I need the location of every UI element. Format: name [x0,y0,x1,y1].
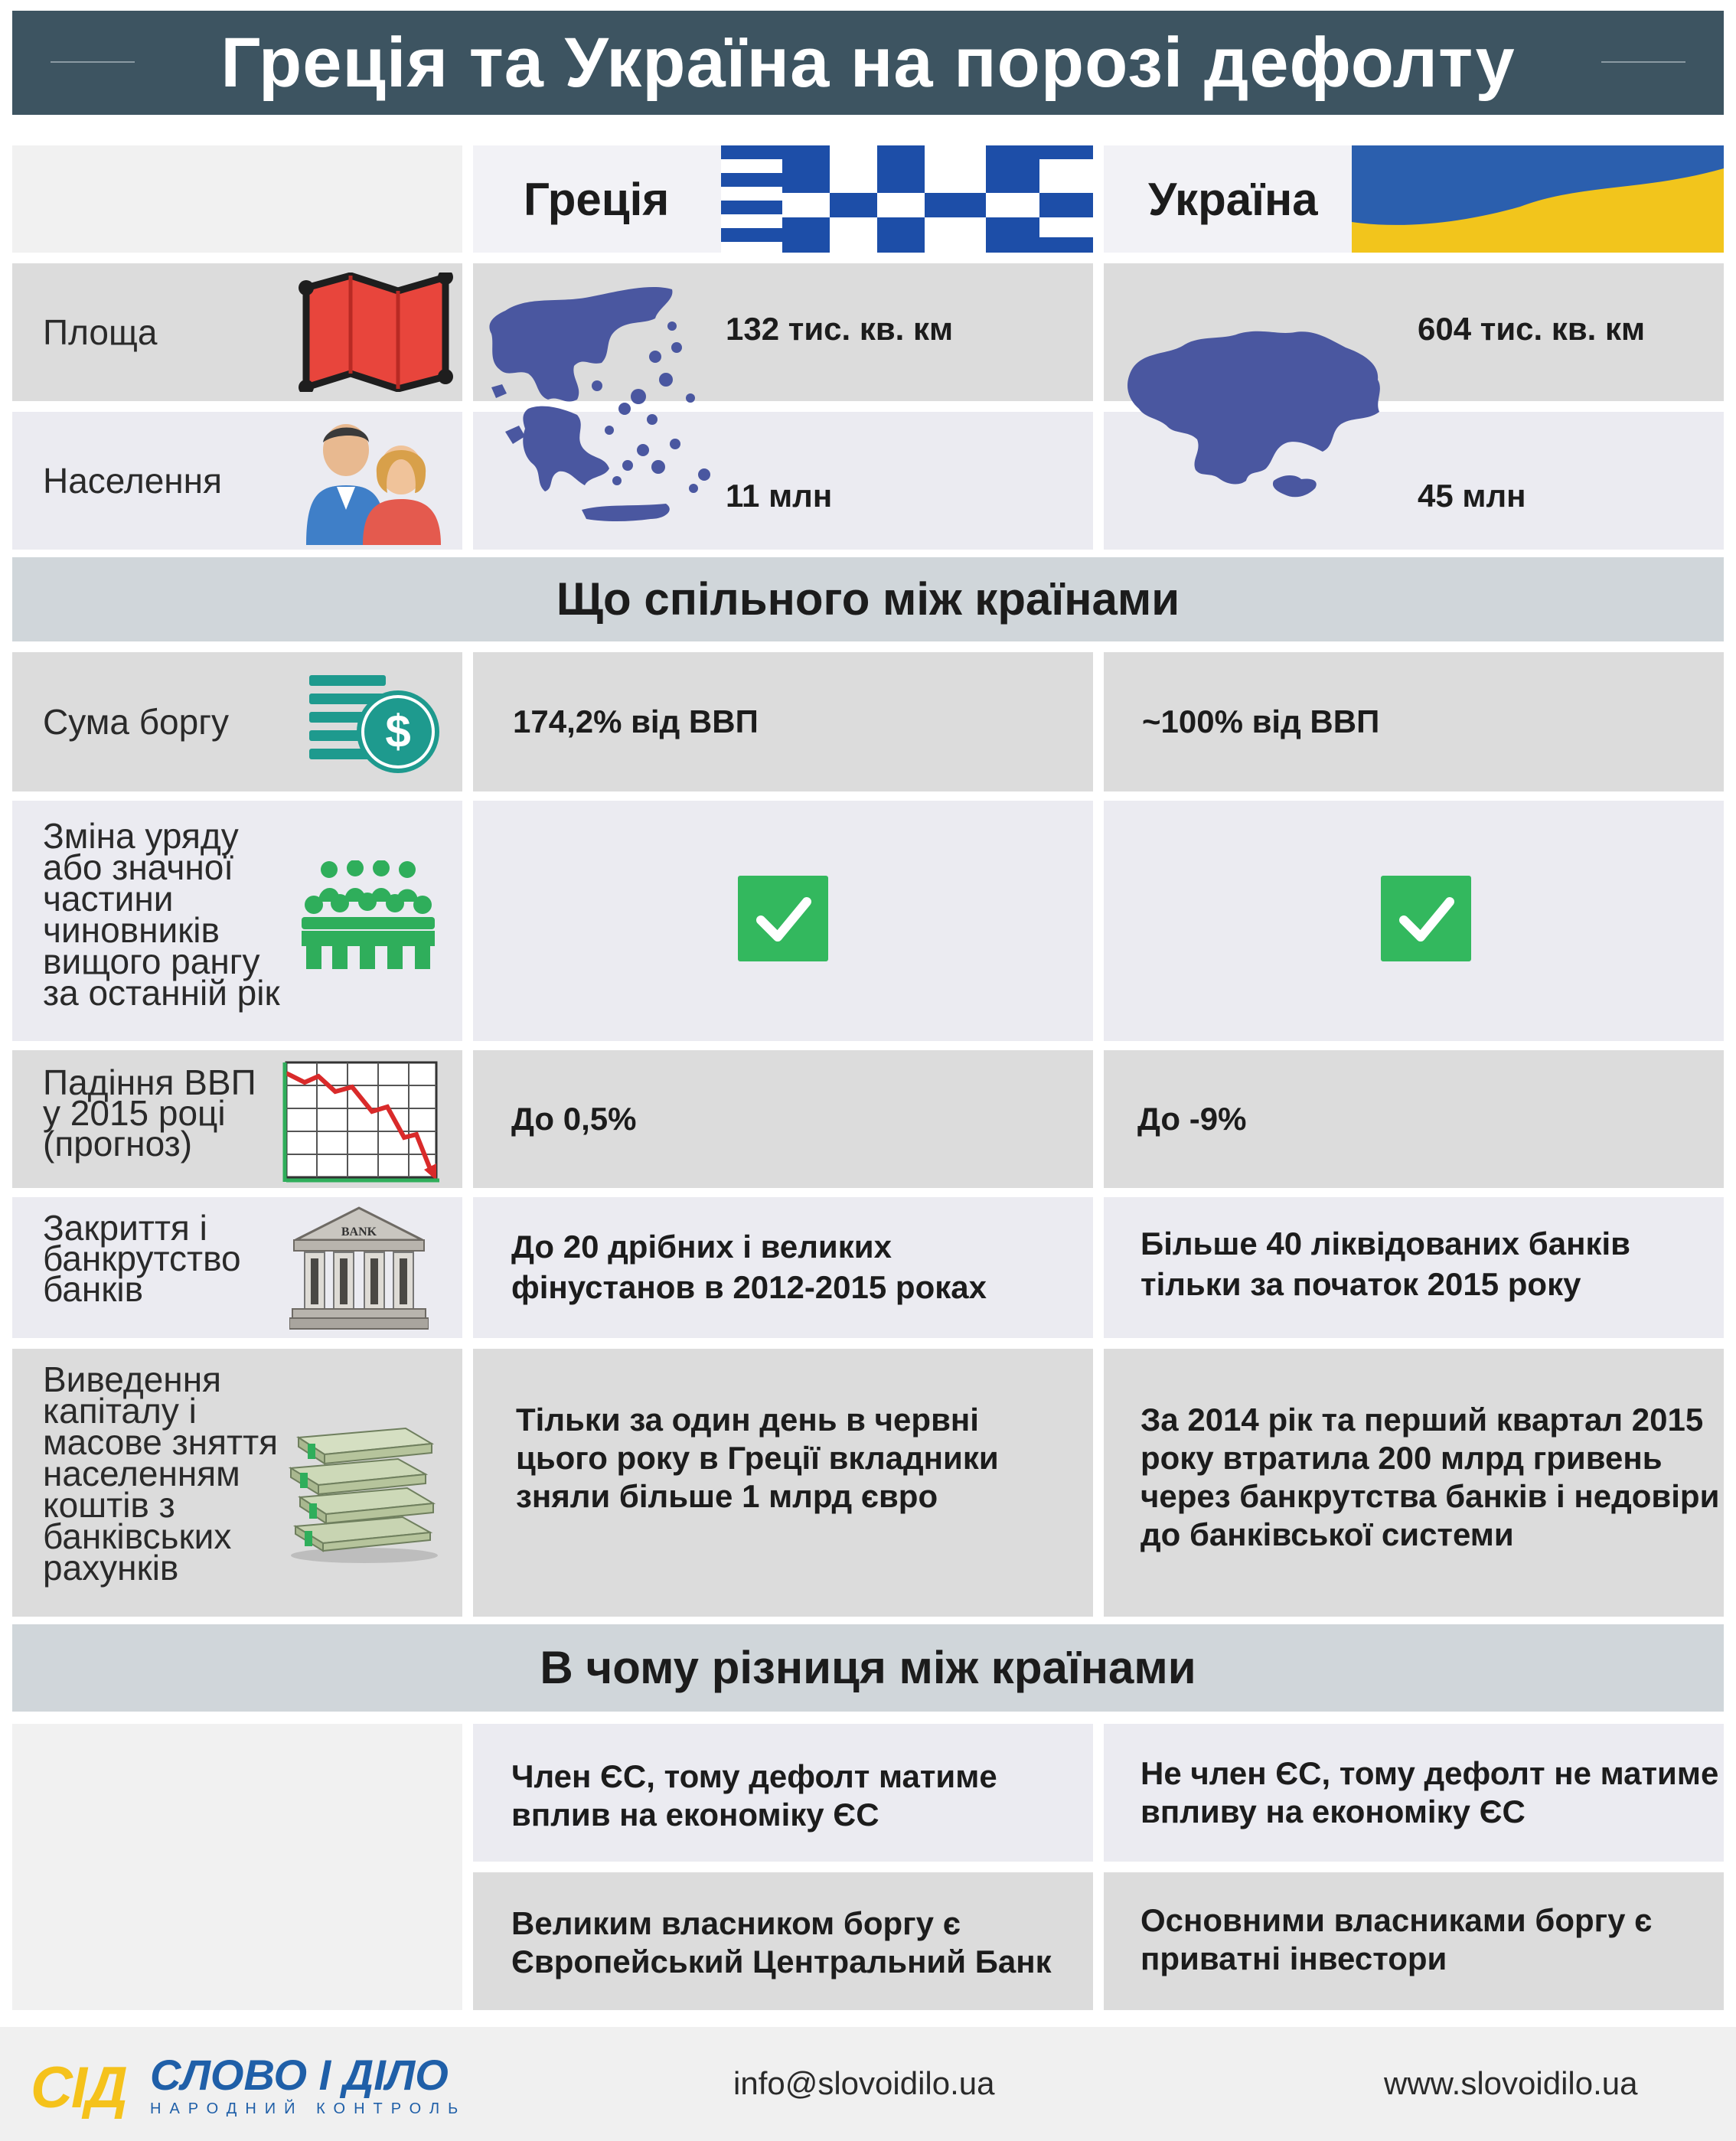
government-label-line: чиновників [43,910,220,950]
ukraine-capital [1104,1349,1724,1617]
ukraine-eu-line: впливу на економіку ЄС [1140,1793,1526,1829]
capital-label-line: масове зняття [43,1422,279,1462]
greece-eu-membership [473,1724,1093,1862]
ukraine-debt: ~100% від ВВП [1104,652,1724,791]
greece-eu-line: Член ЄС, тому дефолт матиме [511,1758,997,1794]
section-heading-differences: В чому різниця між країнами [12,1624,1724,1712]
money-stack-icon [280,1412,438,1565]
ukraine-area: 604 тис. кв. км [1104,263,1724,401]
bank-building-icon [289,1205,429,1332]
footer-website-link[interactable]: www.slovoidilo.ua [1384,2065,1638,2101]
banks-label-line: банкрутство [43,1239,241,1278]
title-bar [12,11,1724,115]
ukraine-banks-line: тільки за початок 2015 року [1140,1266,1581,1302]
greece-flag-icon [721,145,1093,253]
map-icon [297,273,455,392]
check-icon [1381,876,1471,961]
government-label-line: вищого рангу [43,942,260,981]
gdp-label-line: у 2015 році [43,1093,226,1133]
greece-debt-owner [473,1872,1093,2010]
greece-banks-line: фінустанов в 2012-2015 роках [511,1269,987,1305]
ukraine-banks [1104,1197,1724,1338]
ukraine-capital-line: через банкрутства банків і недовіри [1140,1478,1720,1514]
greece-capital-line: зняли більше 1 млрд євро [516,1478,938,1514]
country-name-greece: Греція [524,173,670,225]
ukraine-gdp: До -9% [1104,1050,1724,1188]
capital-label-line: банківських [43,1516,232,1556]
gdp-label-line: Падіння ВВП [43,1062,256,1102]
government-label-line: або значної [43,847,234,887]
greece-map-icon [475,280,720,533]
falling-chart-icon [282,1058,442,1185]
page-title: Греція та Україна на порозі дефолту [220,24,1516,102]
header-empty-cell [12,145,462,253]
ukraine-capital-line: року втратила 200 млрд гривень [1140,1440,1663,1476]
greece-population: 11 млн [473,412,1093,550]
greece-owner-line: Великим власником боргу є [511,1905,961,1941]
banks-label-line: банків [43,1269,144,1309]
footer-email-link[interactable]: info@slovoidilo.ua [733,2065,995,2101]
logo-tagline: НАРОДНИЙ КОНТРОЛЬ [150,2100,467,2117]
gdp-label-line: (прогноз) [43,1124,193,1164]
bank-icon-text: BANK [341,1226,377,1239]
officials-group-icon [300,860,436,969]
capital-label-line: населенням [43,1454,240,1493]
ukraine-debt-owner [1104,1872,1724,2010]
greece-debt: 174,2% від ВВП [473,652,1093,791]
country-name-ukraine: Україна [1148,173,1318,225]
row-label-debt: Сума боргу [12,652,462,791]
capital-label-line: коштів з [43,1485,175,1525]
greece-gdp: До 0,5% [473,1050,1093,1188]
ukraine-eu-line: Не член ЄС, тому дефолт не матиме [1140,1755,1719,1791]
greece-eu-line: вплив на економіку ЄС [511,1797,879,1833]
greece-banks [473,1197,1093,1338]
money-coin-icon [309,672,439,775]
diff-empty-label-cell [12,1724,462,2010]
greece-government-cell [473,801,1093,1041]
greece-capital [473,1349,1093,1617]
row-label-area: Площа [12,263,462,401]
row-label-population: Населення [12,412,462,550]
ukraine-owner-line: приватні інвестори [1140,1940,1447,1976]
people-icon [303,419,445,545]
government-label-line: Зміна уряду [43,816,239,856]
ukraine-eu-membership [1104,1724,1724,1862]
government-label-line: частини [43,879,174,919]
check-icon [738,876,828,961]
ukraine-owner-line: Основними власниками боргу є [1140,1902,1653,1938]
greece-area: 132 тис. кв. км [473,263,1093,401]
ukraine-flag-icon [1352,145,1724,253]
ukraine-capital-line: За 2014 рік та перший квартал 2015 [1140,1402,1704,1438]
greece-banks-line: До 20 дрібних і великих [511,1229,892,1265]
greece-capital-line: Тільки за один день в червні [516,1402,979,1438]
capital-label-line: капіталу і [43,1391,197,1431]
capital-label-line: Виведення [43,1359,222,1399]
banks-label-line: Закриття і [43,1208,207,1248]
government-label-line: за останній рік [43,973,280,1013]
ukraine-population: 45 млн [1104,412,1724,550]
capital-label-line: рахунків [43,1548,179,1588]
footer [0,2027,1736,2141]
ukraine-banks-line: Більше 40 ліквідованих банків [1140,1226,1630,1261]
ukraine-map-icon [1124,317,1388,501]
greece-capital-line: цього року в Греції вкладники [516,1440,999,1476]
logo-name: СЛОВО І ДІЛО [150,2051,449,2099]
logo-mark: СІД [31,2055,126,2120]
ukraine-government-cell [1104,801,1724,1041]
section-heading-common: Що спільного між країнами [12,557,1724,641]
greece-owner-line: Європейський Центральний Банк [511,1944,1052,1979]
svg-text:$: $ [385,706,411,757]
ukraine-capital-line: до банківської системи [1140,1516,1514,1552]
